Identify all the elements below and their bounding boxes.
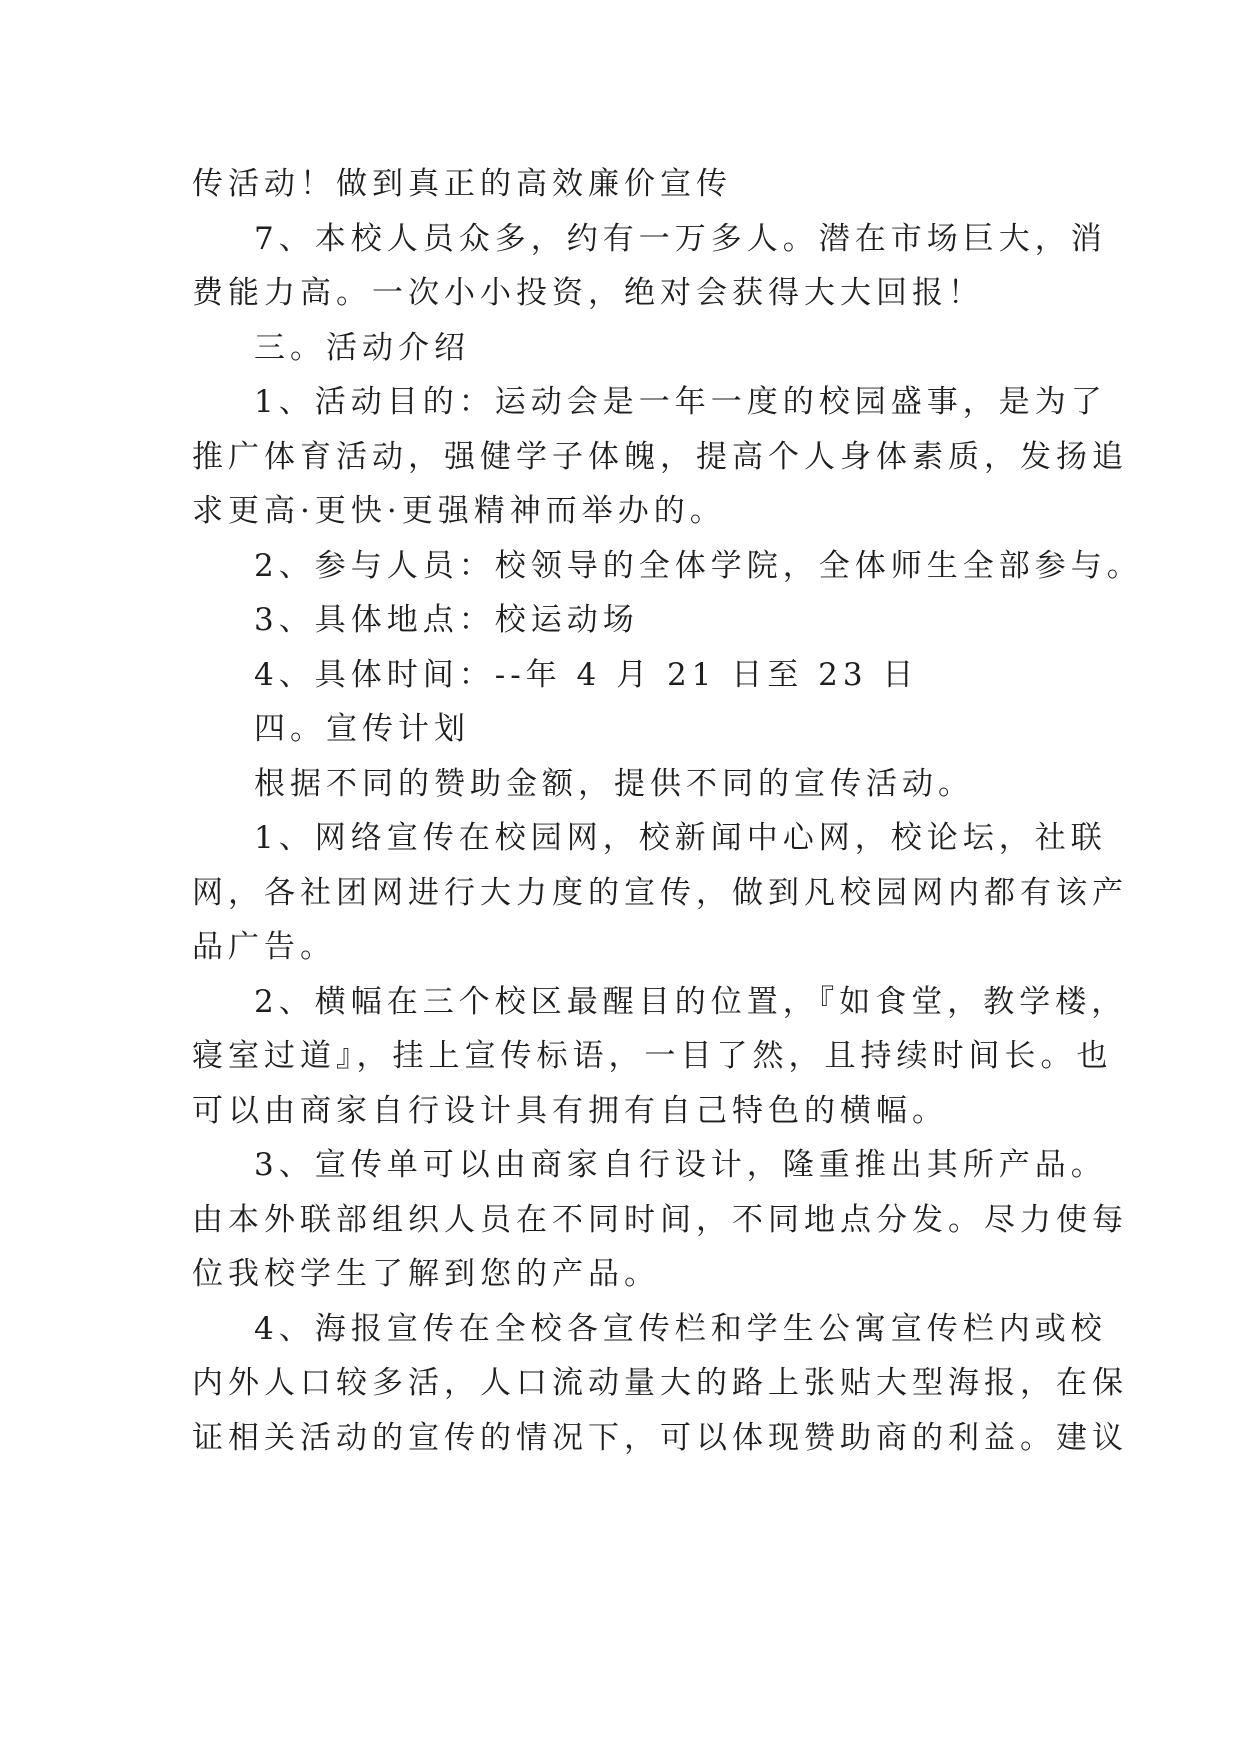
text-line: 品广告。 (192, 929, 336, 965)
text-line: 推广体育活动，强健学子体魄，提高个人身体素质，发扬追 (192, 439, 1128, 475)
text-line: 费能力高。一次小小投资，绝对会获得大大回报！ (192, 275, 984, 311)
text-line: 证相关活动的宣传的情况下，可以体现赞助商的利益。建议 (192, 1420, 1128, 1456)
text-line-location: 3、具体地点：校运动场 (254, 602, 639, 638)
text-line-poster: 4、海报宣传在全校各宣传栏和学生公寓宣传栏内或校 (254, 1311, 1107, 1347)
text-line-network-promotion: 1、网络宣传在校园网，校新闻中心网，校论坛，社联 (254, 820, 1107, 856)
text-line-banner: 2、横幅在三个校区最醒目的位置，『如食堂，教学楼， (254, 984, 1128, 1020)
text-line: 可以由商家自行设计具有拥有自己特色的横幅。 (192, 1093, 948, 1129)
text-line: 位我校学生了解到您的产品。 (192, 1256, 660, 1292)
text-line-continuation: 传活动！做到真正的高效廉价宣传 (192, 166, 732, 202)
text-line-intro: 根据不同的赞助金额，提供不同的宣传活动。 (254, 766, 974, 802)
text-line: 内外人口较多活，人口流动量大的路上张贴大型海报，在保 (192, 1365, 1128, 1401)
text-line-participants: 2、参与人员：校领导的全体学院，全体师生全部参与。 (254, 548, 1143, 584)
text-line-time: 4、具体时间：--年 4 月 21 日至 23 日 (254, 657, 919, 693)
text-line: 由本外联部组织人员在不同时间，不同地点分发。尽力使每 (192, 1202, 1128, 1238)
text-line-flyer: 3、宣传单可以由商家自行设计，隆重推出其所产品。 (254, 1147, 1107, 1183)
text-line-item-7: 7、本校人员众多，约有一万多人。潜在市场巨大，消 (254, 221, 1107, 257)
text-line: 求更高·更快·更强精神而举办的。 (192, 493, 726, 529)
text-line: 寝室过道』，挂上宣传标语，一目了然，且持续时间长。也 (192, 1038, 1113, 1074)
section-heading-activity-intro: 三。活动介绍 (254, 330, 470, 366)
section-heading-promotion-plan: 四。宣传计划 (254, 711, 470, 747)
text-line-activity-purpose: 1、活动目的：运动会是一年一度的校园盛事，是为了 (254, 384, 1107, 420)
text-line: 网，各社团网进行大力度的宣传，做到凡校园网内都有该产 (192, 875, 1128, 911)
